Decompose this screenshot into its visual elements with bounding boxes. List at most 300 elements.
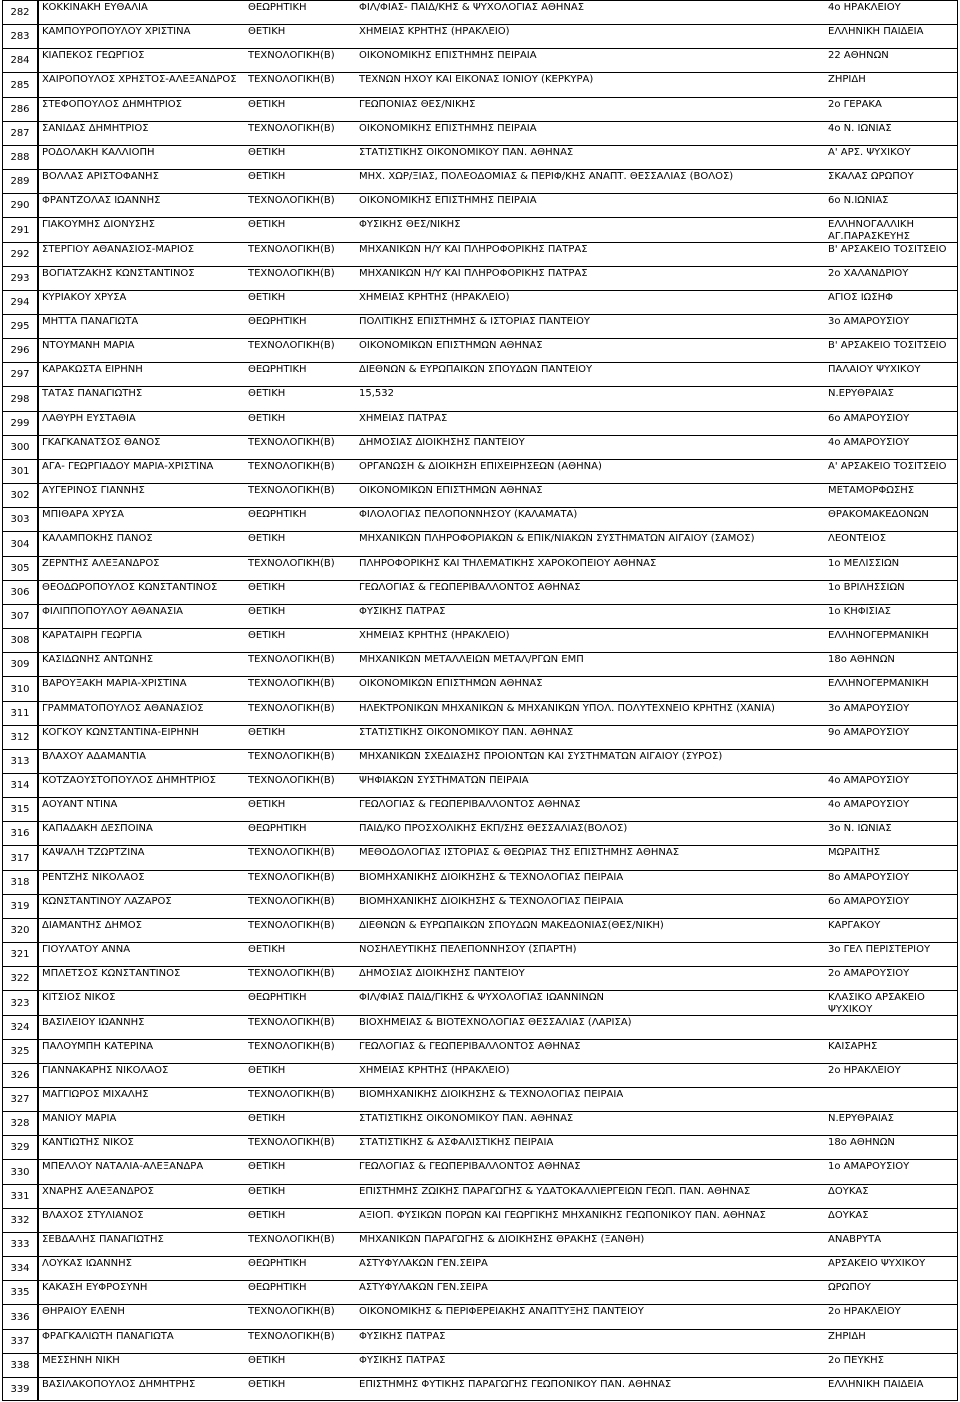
row-number: 292 xyxy=(3,242,37,266)
direction-field: ΤΕΧΝΟΛΟΓΙΚΗ(Β) xyxy=(248,268,335,279)
direction-field: ΘΕΤΙΚΗ xyxy=(248,1355,286,1366)
school-name: 2ο ΗΡΑΚΛΕΙΟΥ xyxy=(828,1065,901,1076)
direction-field: ΘΕΤΙΚΗ xyxy=(248,26,286,37)
school-name: 18ο ΑΘΗΝΩΝ xyxy=(828,654,895,665)
direction-field: ΤΕΧΝΟΛΟΓΙΚΗ(Β) xyxy=(248,775,335,786)
table-row xyxy=(39,870,957,894)
row-number: 317 xyxy=(3,845,37,870)
school-name: 3ο ΑΜΑΡΟΥΣΙΟΥ xyxy=(828,316,910,327)
school-name: Α' ΑΡΣΑΚΕΙΟ ΤΟΣΙΤΣΕΙΟ xyxy=(828,461,947,472)
student-name: ΡΕΝΤΖΗΣ ΝΙΚΟΛΑΟΣ xyxy=(42,872,145,883)
direction-field: ΤΕΧΝΟΛΟΓΙΚΗ(Β) xyxy=(248,1017,335,1028)
table-row xyxy=(39,1353,957,1377)
direction-field: ΘΕΤΙΚΗ xyxy=(248,582,286,593)
table-row xyxy=(39,483,957,507)
school-name: ΩΡΩΠΟΥ xyxy=(828,1282,871,1293)
school-name: Α' ΑΡΣ. ΨΥΧΙΚΟΥ xyxy=(828,147,911,158)
department-name: ΓΕΩΛΟΓΙΑΣ & ΓΕΩΠΕΡΙΒΑΛΛΟΝΤΟΣ ΑΘΗΝΑΣ xyxy=(359,582,581,593)
direction-field: ΘΕΩΡΗΤΙΚΗ xyxy=(248,1258,307,1269)
student-name: ΚΙΤΣΙΟΣ ΝΙΚΟΣ xyxy=(42,992,116,1003)
table-row xyxy=(39,797,957,821)
table-row xyxy=(39,1039,957,1063)
department-name: 15,532 xyxy=(359,388,394,399)
row-number: 316 xyxy=(3,821,37,845)
department-name: ΜΗΧ. ΧΩΡ/ΞΙΑΣ, ΠΟΛΕΟΔΟΜΙΑΣ & ΠΕΡΙΦ/ΚΗΣ ΑΝΑΠΤ. ΘΕΣΣΑΛΙΑΣ (ΒΟΛΟΣ) xyxy=(359,171,734,182)
row-number: 329 xyxy=(3,1135,37,1159)
department-name: ΑΣΤΥΦΥΛΑΚΩΝ ΓΕΝ.ΣΕΙΡΑ xyxy=(359,1282,488,1293)
school-name: ΖΗΡΙΔΗ xyxy=(828,74,866,85)
direction-field: ΤΕΧΝΟΛΟΓΙΚΗ(Β) xyxy=(248,1089,335,1100)
student-name: ΜΠΕΛΛΟΥ ΝΑΤΑΛΙΑ-ΑΛΕΞΑΝΔΡΑ xyxy=(42,1161,204,1172)
student-name: ΧΑΙΡΟΠΟΥΛΟΣ ΧΡΗΣΤΟΣ-ΑΛΕΞΑΝΔΡΟΣ xyxy=(42,74,237,85)
direction-field: ΤΕΧΝΟΛΟΓΙΚΗ(Β) xyxy=(248,1306,335,1317)
student-name: ΚΟΓΚΟΥ ΚΩΝΣΤΑΝΤΙΝΑ-ΕΙΡΗΝΗ xyxy=(42,727,199,738)
direction-field: ΘΕΤΙΚΗ xyxy=(248,606,286,617)
department-name: ΤΕΧΝΩΝ ΗΧΟΥ ΚΑΙ ΕΙΚΟΝΑΣ ΙΟΝΙΟΥ (ΚΕΡΚΥΡΑ) xyxy=(359,74,594,85)
department-name: ΧΗΜΕΙΑΣ ΚΡΗΤΗΣ (ΗΡΑΚΛΕΙΟ) xyxy=(359,1065,510,1076)
direction-field: ΤΕΧΝΟΛΟΓΙΚΗ(Β) xyxy=(248,1331,335,1342)
school-name: 6ο ΑΜΑΡΟΥΣΙΟΥ xyxy=(828,413,910,424)
table-row xyxy=(39,266,957,290)
direction-field: ΤΕΧΝΟΛΟΓΙΚΗ(Β) xyxy=(248,920,335,931)
student-name: ΚΑΣΙΔΩΝΗΣ ΑΝΤΩΝΗΣ xyxy=(42,654,154,665)
department-name: ΟΡΓΑΝΩΣΗ & ΔΙΟΙΚΗΣΗ ΕΠΙΧΕΙΡΗΣΕΩΝ (ΑΘΗΝΑ) xyxy=(359,461,602,472)
student-name: ΚΑΜΠΟΥΡΟΠΟΥΛΟΥ ΧΡΙΣΤΙΝΑ xyxy=(42,26,191,37)
row-number: 294 xyxy=(3,290,37,314)
student-name: ΜΠΙΘΑΡΑ ΧΡΥΣΑ xyxy=(42,509,125,520)
row-number: 287 xyxy=(3,121,37,145)
direction-field: ΘΕΤΙΚΗ xyxy=(248,1065,286,1076)
row-number: 282 xyxy=(3,0,37,24)
direction-field: ΤΕΧΝΟΛΟΓΙΚΗ(Β) xyxy=(248,340,335,351)
student-name: ΛΟΥΚΑΣ ΙΩΑΝΝΗΣ xyxy=(42,1258,132,1269)
department-name: ΔΙΕΘΝΩΝ & ΕΥΡΩΠΑΪΚΩΝ ΣΠΟΥΔΩΝ ΠΑΝΤΕΙΟΥ xyxy=(359,364,593,375)
department-name: ΟΙΚΟΝΟΜΙΚΩΝ ΕΠΙΣΤΗΜΩΝ ΑΘΗΝΑΣ xyxy=(359,485,543,496)
school-name: 2ο ΧΑΛΑΝΔΡΙΟΥ xyxy=(828,268,909,279)
school-name: 2ο ΠΕΥΚΗΣ xyxy=(828,1355,885,1366)
student-name: ΚΙΑΠΕΚΟΣ ΓΕΩΡΓΙΟΣ xyxy=(42,50,145,61)
row-number: 330 xyxy=(3,1159,37,1184)
school-name: ΕΛΛΗΝΙΚΗ ΠΑΙΔΕΙΑ xyxy=(828,26,924,37)
department-name: ΒΙΟΜΗΧΑΝΙΚΗΣ ΔΙΟΙΚΗΣΗΣ & ΤΕΧΝΟΛΟΓΙΑΣ ΠΕΙΡΑΙΑ xyxy=(359,896,624,907)
table-row xyxy=(39,990,957,1015)
department-name: ΟΙΚΟΝΟΜΙΚΗΣ ΕΠΙΣΤΗΜΗΣ ΠΕΙΡΑΙΑ xyxy=(359,50,537,61)
school-name: ΕΛΛΗΝΟΓΕΡΜΑΝΙΚΗ xyxy=(828,630,929,641)
school-name: ΜΩΡΑΪΤΗΣ xyxy=(828,847,881,858)
direction-field: ΘΕΤΙΚΗ xyxy=(248,1210,286,1221)
table-row xyxy=(39,145,957,169)
row-number: 298 xyxy=(3,386,37,411)
student-name: ΒΑΣΙΛΕΙΟΥ ΙΩΑΝΝΗΣ xyxy=(42,1017,145,1028)
student-name: ΚΑΝΤΙΩΤΗΣ ΝΙΚΟΣ xyxy=(42,1137,134,1148)
table-row xyxy=(39,1232,957,1256)
direction-field: ΘΕΤΙΚΗ xyxy=(248,727,286,738)
direction-field: ΤΕΧΝΟΛΟΓΙΚΗ(Β) xyxy=(248,751,335,762)
school-name: 2ο ΑΜΑΡΟΥΣΙΟΥ xyxy=(828,968,910,979)
row-number: 302 xyxy=(3,483,37,507)
row-number: 299 xyxy=(3,411,37,435)
direction-field: ΤΕΧΝΟΛΟΓΙΚΗ(Β) xyxy=(248,1041,335,1052)
table-row xyxy=(39,894,957,918)
department-name: ΣΤΑΤΙΣΤΙΚΗΣ ΟΙΚΟΝΟΜΙΚΟΥ ΠΑΝ. ΑΘΗΝΑΣ xyxy=(359,1113,574,1124)
row-number: 284 xyxy=(3,48,37,72)
student-name: ΣΤΕΡΓΙΟΥ ΑΘΑΝΑΣΙΟΣ-ΜΑΡΙΟΣ xyxy=(42,244,195,255)
row-number: 283 xyxy=(3,24,37,48)
row-number: 314 xyxy=(3,773,37,797)
department-name: ΠΑΙΔ/ΚΟ ΠΡΟΣΧΟΛΙΚΗΣ ΕΚΠ/ΣΗΣ ΘΕΣΣΑΛΙΑΣ(ΒΟΛΟΣ) xyxy=(359,823,628,834)
school-name: ΠΑΛΑΙΟΥ ΨΥΧΙΚΟΥ xyxy=(828,364,921,375)
student-name: ΜΕΣΣΗΝΗ ΝΙΚΗ xyxy=(42,1355,120,1366)
school-name: ΕΛΛΗΝΟΓΕΡΜΑΝΙΚΗ xyxy=(828,678,929,689)
school-name: ΜΕΤΑΜΟΡΦΩΣΗΣ xyxy=(828,485,915,496)
school-name: Β' ΑΡΣΑΚΕΙΟ ΤΟΣΙΤΣΕΙΟ xyxy=(828,340,947,351)
student-name: ΒΑΣΙΛΑΚΟΠΟΥΛΟΣ ΔΗΜΗΤΡΗΣ xyxy=(42,1379,196,1390)
direction-field: ΘΕΤΙΚΗ xyxy=(248,171,286,182)
table-row xyxy=(39,1304,957,1329)
row-number: 285 xyxy=(3,72,37,97)
table-row xyxy=(39,1087,957,1111)
student-name: ΧΝΑΡΗΣ ΑΛΕΞΑΝΔΡΟΣ xyxy=(42,1186,154,1197)
school-name: 1ο ΜΕΛΙΣΣΙΩΝ xyxy=(828,558,900,569)
student-name: ΚΑΨΑΛΗ ΤΖΩΡΤΖΙΝΑ xyxy=(42,847,145,858)
row-number: 308 xyxy=(3,628,37,652)
row-number: 312 xyxy=(3,725,37,749)
school-name: 4ο ΗΡΑΚΛΕΙΟΥ xyxy=(828,2,901,13)
table-row xyxy=(39,580,957,604)
table-row xyxy=(39,72,957,97)
department-name: ΕΠΙΣΤΗΜΗΣ ΖΩΙΚΗΣ ΠΑΡΑΓΩΓΗΣ & ΥΔΑΤΟΚΑΛΛΙΕΡΓΕΙΩΝ ΓΕΩΠ. ΠΑΝ. ΑΘΗΝΑΣ xyxy=(359,1186,751,1197)
department-name: ΑΞΙΟΠ. ΦΥΣΙΚΩΝ ΠΟΡΩΝ ΚΑΙ ΓΕΩΡΓΙΚΗΣ ΜΗΧΑΝΙΚΗΣ ΓΕΩΠΟΝΙΚΟΥ ΠΑΝ. ΑΘΗΝΑΣ xyxy=(359,1210,766,1221)
row-number: 324 xyxy=(3,1015,37,1039)
school-name: Β' ΑΡΣΑΚΕΙΟ ΤΟΣΙΤΣΕΙΟ xyxy=(828,244,947,255)
student-name: ΣΕΒΔΑΛΗΣ ΠΑΝΑΓΙΩΤΗΣ xyxy=(42,1234,164,1245)
table-row xyxy=(39,362,957,386)
row-number: 328 xyxy=(3,1111,37,1135)
table-row xyxy=(39,435,957,459)
row-number: 325 xyxy=(3,1039,37,1063)
row-number: 334 xyxy=(3,1256,37,1280)
school-name: 3ο ΑΜΑΡΟΥΣΙΟΥ xyxy=(828,703,910,714)
school-name: 3ο Ν. ΙΩΝΙΑΣ xyxy=(828,823,892,834)
row-number: 288 xyxy=(3,145,37,169)
department-name: ΧΗΜΕΙΑΣ ΚΡΗΤΗΣ (ΗΡΑΚΛΕΙΟ) xyxy=(359,26,510,37)
direction-field: ΘΕΩΡΗΤΙΚΗ xyxy=(248,992,307,1003)
direction-field: ΤΕΧΝΟΛΟΓΙΚΗ(Β) xyxy=(248,968,335,979)
student-name: ΓΡΑΜΜΑΤΟΠΟΥΛΟΣ ΑΘΑΝΑΣΙΟΣ xyxy=(42,703,204,714)
table-row xyxy=(39,1280,957,1304)
row-number-column xyxy=(2,0,38,1401)
table-row xyxy=(39,290,957,314)
table-row xyxy=(39,918,957,942)
table-row xyxy=(39,773,957,797)
department-name: ΦΥΣΙΚΗΣ ΠΑΤΡΑΣ xyxy=(359,1355,446,1366)
department-name: ΝΟΣΗΛΕΥΤΙΚΗΣ ΠΕΛΕΠΟΝΝΗΣΟΥ (ΣΠΑΡΤΗ) xyxy=(359,944,577,955)
row-number: 327 xyxy=(3,1087,37,1111)
student-name: ΚΩΝΣΤΑΝΤΙΝΟΥ ΛΑΖΑΡΟΣ xyxy=(42,896,172,907)
table-row xyxy=(39,604,957,628)
department-name: ΣΤΑΤΙΣΤΙΚΗΣ ΟΙΚΟΝΟΜΙΚΟΥ ΠΑΝ. ΑΘΗΝΑΣ xyxy=(359,147,574,158)
table-row xyxy=(39,48,957,72)
student-name: ΓΚΑΓΚΑΝΑΤΣΟΣ ΘΑΝΟΣ xyxy=(42,437,161,448)
direction-field: ΘΕΤΙΚΗ xyxy=(248,1186,286,1197)
row-number: 304 xyxy=(3,531,37,556)
table-row xyxy=(39,966,957,990)
school-name: 1ο ΒΡΙΛΗΣΣΙΩΝ xyxy=(828,582,905,593)
department-name: ΦΥΣΙΚΗΣ ΠΑΤΡΑΣ xyxy=(359,1331,446,1342)
row-number: 290 xyxy=(3,193,37,217)
department-name: ΜΗΧΑΝΙΚΩΝ ΠΛΗΡΟΦΟΡΙΑΚΩΝ & ΕΠΙΚ/ΝΙΑΚΩΝ ΣΥΣΤΗΜΑΤΩΝ ΑΙΓΑΙΟΥ (ΣΑΜΟΣ) xyxy=(359,533,755,544)
table-row xyxy=(39,242,957,266)
direction-field: ΘΕΤΙΚΗ xyxy=(248,292,286,303)
department-name: ΜΗΧΑΝΙΚΩΝ Η/Υ ΚΑΙ ΠΛΗΡΟΦΟΡΙΚΗΣ ΠΑΤΡΑΣ xyxy=(359,244,588,255)
department-name: ΨΗΦΙΑΚΩΝ ΣΥΣΤΗΜΑΤΩΝ ΠΕΙΡΑΙΑ xyxy=(359,775,529,786)
table-row xyxy=(39,531,957,556)
direction-field: ΤΕΧΝΟΛΟΓΙΚΗ(Β) xyxy=(248,558,335,569)
table-row xyxy=(39,0,957,24)
department-name: ΒΙΟΧΗΜΕΙΑΣ & ΒΙΟΤΕΧΝΟΛΟΓΙΑΣ ΘΕΣΣΑΛΙΑΣ (ΛΑΡΙΣΑ) xyxy=(359,1017,632,1028)
row-number: 306 xyxy=(3,580,37,604)
row-number: 303 xyxy=(3,507,37,531)
student-name: ΤΑΤΑΣ ΠΑΝΑΓΙΩΤΗΣ xyxy=(42,388,143,399)
table-row xyxy=(39,507,957,531)
row-number: 322 xyxy=(3,966,37,990)
direction-field: ΘΕΩΡΗΤΙΚΗ xyxy=(248,364,307,375)
school-name: 8ο ΑΜΑΡΟΥΣΙΟΥ xyxy=(828,872,910,883)
school-name: ΛΕΟΝΤΕΙΟΣ xyxy=(828,533,887,544)
direction-field: ΤΕΧΝΟΛΟΓΙΚΗ(Β) xyxy=(248,1234,335,1245)
school-name: 2ο ΓΕΡΑΚΑ xyxy=(828,99,882,110)
table-row xyxy=(39,386,957,411)
row-number: 286 xyxy=(3,97,37,121)
row-number: 323 xyxy=(3,990,37,1015)
table-row xyxy=(39,1063,957,1087)
school-name: Ν.ΕΡΥΘΡΑΙΑΣ xyxy=(828,388,894,399)
student-name: ΒΛΑΧΟΣ ΣΤΥΛΙΑΝΟΣ xyxy=(42,1210,144,1221)
row-number: 315 xyxy=(3,797,37,821)
direction-field: ΤΕΧΝΟΛΟΓΙΚΗ(Β) xyxy=(248,678,335,689)
table-row xyxy=(39,725,957,749)
row-number: 295 xyxy=(3,314,37,338)
student-name: ΓΙΑΝΝΑΚΑΡΗΣ ΝΙΚΟΛΑΟΣ xyxy=(42,1065,169,1076)
table-row xyxy=(39,314,957,338)
department-name: ΠΟΛΙΤΙΚΗΣ ΕΠΙΣΤΗΜΗΣ & ΙΣΤΟΡΙΑΣ ΠΑΝΤΕΙΟΥ xyxy=(359,316,590,327)
student-name: ΠΑΛΟΥΜΠΗ ΚΑΤΕΡΙΝΑ xyxy=(42,1041,154,1052)
row-number: 297 xyxy=(3,362,37,386)
department-name: ΜΕΘΟΔΟΛΟΓΙΑΣ ΙΣΤΟΡΙΑΣ & ΘΕΩΡΙΑΣ ΤΗΣ ΕΠΙΣΤΗΜΗΣ ΑΘΗΝΑΣ xyxy=(359,847,680,858)
department-name: ΜΗΧΑΝΙΚΩΝ ΜΕΤΑΛΛΕΙΩΝ ΜΕΤΑΛ/ΡΓΩΝ ΕΜΠ xyxy=(359,654,584,665)
table-row xyxy=(39,676,957,701)
row-number: 320 xyxy=(3,918,37,942)
student-name: ΒΟΓΙΑΤΖΑΚΗΣ ΚΩΝΣΤΑΝΤΙΝΟΣ xyxy=(42,268,195,279)
row-number: 318 xyxy=(3,870,37,894)
direction-field: ΘΕΩΡΗΤΙΚΗ xyxy=(248,1282,307,1293)
direction-field: ΤΕΧΝΟΛΟΓΙΚΗ(Β) xyxy=(248,244,335,255)
department-name: ΦΙΛ/ΦΙΑΣ ΠΑΙΔ/ΓΙΚΗΣ & ΨΥΧΟΛΟΓΙΑΣ ΙΩΑΝΝΙΝΩΝ xyxy=(359,992,604,1003)
student-name: ΒΛΑΧΟΥ ΑΔΑΜΑΝΤΙΑ xyxy=(42,751,146,762)
department-name: ΟΙΚΟΝΟΜΙΚΗΣ & ΠΕΡΙΦΕΡΕΙΑΚΗΣ ΑΝΑΠΤΥΞΗΣ ΠΑΝΤΕΙΟΥ xyxy=(359,1306,644,1317)
student-name: ΓΙΟΥΛΑΤΟΥ ΑΝΝΑ xyxy=(42,944,131,955)
student-name: ΑΥΓΕΡΙΝΟΣ ΓΙΑΝΝΗΣ xyxy=(42,485,145,496)
direction-field: ΤΕΧΝΟΛΟΓΙΚΗ(Β) xyxy=(248,654,335,665)
row-number: 305 xyxy=(3,556,37,580)
school-name: 22 ΑΘΗΝΩΝ xyxy=(828,50,889,61)
direction-field: ΘΕΤΙΚΗ xyxy=(248,1113,286,1124)
direction-field: ΘΕΤΙΚΗ xyxy=(248,533,286,544)
department-name: ΜΗΧΑΝΙΚΩΝ ΠΑΡΑΓΩΓΗΣ & ΔΙΟΙΚΗΣΗΣ ΘΡΑΚΗΣ (ΞΑΝΘΗ) xyxy=(359,1234,645,1245)
student-name: ΜΗΤΤΑ ΠΑΝΑΓΙΩΤΑ xyxy=(42,316,139,327)
department-name: ΓΕΩΛΟΓΙΑΣ & ΓΕΩΠΕΡΙΒΑΛΛΟΝΤΟΣ ΑΘΗΝΑΣ xyxy=(359,799,581,810)
student-name: ΡΟΔΟΛΑΚΗ ΚΑΛΛΙΟΠΗ xyxy=(42,147,155,158)
row-number: 311 xyxy=(3,701,37,725)
department-name: ΜΗΧΑΝΙΚΩΝ ΣΧΕΔΙΑΣΗΣ ΠΡΟΪΟΝΤΩΝ ΚΑΙ ΣΥΣΤΗΜΑΤΩΝ ΑΙΓΑΙΟΥ (ΣΥΡΟΣ) xyxy=(359,751,723,762)
student-name: ΒΑΡΟΥΞΑΚΗ ΜΑΡΙΑ-ΧΡΙΣΤΙΝΑ xyxy=(42,678,187,689)
school-name: ΚΑΙΣΑΡΗΣ xyxy=(828,1041,878,1052)
department-name: ΔΗΜΟΣΙΑΣ ΔΙΟΙΚΗΣΗΣ ΠΑΝΤΕΙΟΥ xyxy=(359,968,525,979)
table-row xyxy=(39,1015,957,1039)
student-name: ΜΑΓΓΙΩΡΟΣ ΜΙΧΑΛΗΣ xyxy=(42,1089,149,1100)
direction-field: ΘΕΤΙΚΗ xyxy=(248,1161,286,1172)
department-name: ΧΗΜΕΙΑΣ ΠΑΤΡΑΣ xyxy=(359,413,448,424)
row-number: 310 xyxy=(3,676,37,701)
school-name: ΣΚΑΛΑΣ ΩΡΩΠΟΥ xyxy=(828,171,914,182)
department-name: ΦΥΣΙΚΗΣ ΠΑΤΡΑΣ xyxy=(359,606,446,617)
school-name: ΕΛΛΗΝΙΚΗ ΠΑΙΔΕΙΑ xyxy=(828,1379,924,1390)
direction-field: ΤΕΧΝΟΛΟΓΙΚΗ(Β) xyxy=(248,1137,335,1148)
direction-field: ΤΕΧΝΟΛΟΓΙΚΗ(Β) xyxy=(248,847,335,858)
school-name: 6ο Ν.ΙΩΝΙΑΣ xyxy=(828,195,889,206)
school-name: Ν.ΕΡΥΘΡΑΙΑΣ xyxy=(828,1113,894,1124)
table-row xyxy=(39,1377,957,1401)
school-name: ΚΛΑΣΙΚΟ ΑΡΣΑΚΕΙΟ ΨΥΧΙΚΟΥ xyxy=(828,992,925,1015)
table-row xyxy=(39,1135,957,1159)
school-name: ΘΡΑΚΟΜΑΚΕΔΟΝΩΝ xyxy=(828,509,929,520)
direction-field: ΘΕΤΙΚΗ xyxy=(248,219,286,230)
student-name: ΒΟΛΛΑΣ ΑΡΙΣΤΟΦΑΝΗΣ xyxy=(42,171,159,182)
row-number: 321 xyxy=(3,942,37,966)
department-name: ΦΥΣΙΚΗΣ ΘΕΣ/ΝΙΚΗΣ xyxy=(359,219,461,230)
student-name: ΚΟΤΖΑΟΥΣΤΟΠΟΥΛΟΣ ΔΗΜΗΤΡΙΟΣ xyxy=(42,775,216,786)
direction-field: ΤΕΧΝΟΛΟΓΙΚΗ(Β) xyxy=(248,703,335,714)
student-name: ΦΡΑΓΚΑΛΙΩΤΗ ΠΑΝΑΓΙΩΤΑ xyxy=(42,1331,174,1342)
direction-field: ΤΕΧΝΟΛΟΓΙΚΗ(Β) xyxy=(248,461,335,472)
department-name: ΟΙΚΟΝΟΜΙΚΩΝ ΕΠΙΣΤΗΜΩΝ ΑΘΗΝΑΣ xyxy=(359,678,543,689)
direction-field: ΘΕΤΙΚΗ xyxy=(248,99,286,110)
row-number: 333 xyxy=(3,1232,37,1256)
school-name: 6ο ΑΜΑΡΟΥΣΙΟΥ xyxy=(828,896,910,907)
department-name: ΟΙΚΟΝΟΜΙΚΩΝ ΕΠΙΣΤΗΜΩΝ ΑΘΗΝΑΣ xyxy=(359,340,543,351)
row-number: 332 xyxy=(3,1208,37,1232)
student-name: ΣΑΝΙΔΑΣ ΔΗΜΗΤΡΙΟΣ xyxy=(42,123,149,134)
row-number: 337 xyxy=(3,1329,37,1353)
school-name xyxy=(828,751,956,774)
row-number: 293 xyxy=(3,266,37,290)
table-row xyxy=(39,1208,957,1232)
table-row xyxy=(39,821,957,845)
student-name: ΚΑΡΑΚΩΣΤΑ ΕΙΡΗΝΗ xyxy=(42,364,143,375)
table-row xyxy=(39,1329,957,1353)
school-name: 4ο ΑΜΑΡΟΥΣΙΟΥ xyxy=(828,437,910,448)
direction-field: ΤΕΧΝΟΛΟΓΙΚΗ(Β) xyxy=(248,195,335,206)
student-name: ΚΑΛΑΜΠΟΚΗΣ ΠΑΝΟΣ xyxy=(42,533,153,544)
table-row xyxy=(39,942,957,966)
student-name: ΝΤΟΥΜΑΝΗ ΜΑΡΙΑ xyxy=(42,340,135,351)
department-name: ΧΗΜΕΙΑΣ ΚΡΗΤΗΣ (ΗΡΑΚΛΕΙΟ) xyxy=(359,292,510,303)
row-number: 331 xyxy=(3,1184,37,1208)
department-name: ΣΤΑΤΙΣΤΙΚΗΣ & ΑΣΦΑΛΙΣΤΙΚΗΣ ΠΕΙΡΑΙΑ xyxy=(359,1137,554,1148)
department-name: ΒΙΟΜΗΧΑΝΙΚΗΣ ΔΙΟΙΚΗΣΗΣ & ΤΕΧΝΟΛΟΓΙΑΣ ΠΕΙΡΑΙΑ xyxy=(359,1089,624,1100)
row-number: 309 xyxy=(3,652,37,676)
direction-field: ΘΕΤΙΚΗ xyxy=(248,630,286,641)
student-name: ΚΑΠΑΔΑΚΗ ΔΕΣΠΟΙΝΑ xyxy=(42,823,153,834)
table-row xyxy=(39,1184,957,1208)
direction-field: ΘΕΤΙΚΗ xyxy=(248,413,286,424)
school-name: 4ο ΑΜΑΡΟΥΣΙΟΥ xyxy=(828,775,910,786)
school-name: 1ο ΑΜΑΡΟΥΣΙΟΥ xyxy=(828,1161,910,1172)
school-name: ΑΡΣΑΚΕΙΟ ΨΥΧΙΚΟΥ xyxy=(828,1258,926,1269)
row-number: 301 xyxy=(3,459,37,483)
row-number: 338 xyxy=(3,1353,37,1377)
direction-field: ΘΕΤΙΚΗ xyxy=(248,388,286,399)
direction-field: ΤΕΧΝΟΛΟΓΙΚΗ(Β) xyxy=(248,74,335,85)
student-name: ΚΥΡΙΑΚΟΥ ΧΡΥΣΑ xyxy=(42,292,127,303)
student-name: ΘΕΟΔΩΡΟΠΟΥΛΟΣ ΚΩΝΣΤΑΝΤΙΝΟΣ xyxy=(42,582,218,593)
student-name: ΚΑΚΑΣΗ ΕΥΦΡΟΣΥΝΗ xyxy=(42,1282,148,1293)
department-name: ΕΠΙΣΤΗΜΗΣ ΦΥΤΙΚΗΣ ΠΑΡΑΓΩΓΗΣ ΓΕΩΠΟΝΙΚΟΥ ΠΑΝ. ΑΘΗΝΑΣ xyxy=(359,1379,672,1390)
row-number: 319 xyxy=(3,894,37,918)
student-name: ΛΑΘΥΡΗ ΕΥΣΤΑΘΙΑ xyxy=(42,413,136,424)
table-row xyxy=(39,121,957,145)
direction-field: ΘΕΩΡΗΤΙΚΗ xyxy=(248,316,307,327)
table-row xyxy=(39,1159,957,1184)
direction-field: ΤΕΧΝΟΛΟΓΙΚΗ(Β) xyxy=(248,896,335,907)
department-name: ΓΕΩΛΟΓΙΑΣ & ΓΕΩΠΕΡΙΒΑΛΛΟΝΤΟΣ ΑΘΗΝΑΣ xyxy=(359,1161,581,1172)
direction-field: ΘΕΩΡΗΤΙΚΗ xyxy=(248,823,307,834)
student-name: ΓΙΑΚΟΥΜΗΣ ΔΙΟΝΥΣΗΣ xyxy=(42,219,155,230)
row-number: 296 xyxy=(3,338,37,362)
department-name: ΟΙΚΟΝΟΜΙΚΗΣ ΕΠΙΣΤΗΜΗΣ ΠΕΙΡΑΙΑ xyxy=(359,195,537,206)
student-name: ΑΓΑ- ΓΕΩΡΓΙΑΔΟΥ ΜΑΡΙΑ-ΧΡΙΣΤΙΝΑ xyxy=(42,461,214,472)
school-name: ΔΟΥΚΑΣ xyxy=(828,1210,869,1221)
row-number: 300 xyxy=(3,435,37,459)
row-number: 307 xyxy=(3,604,37,628)
student-name: ΖΕΡΝΤΗΣ ΑΛΕΞΑΝΔΡΟΣ xyxy=(42,558,160,569)
direction-field: ΘΕΩΡΗΤΙΚΗ xyxy=(248,509,307,520)
department-name: ΒΙΟΜΗΧΑΝΙΚΗΣ ΔΙΟΙΚΗΣΗΣ & ΤΕΧΝΟΛΟΓΙΑΣ ΠΕΙΡΑΙΑ xyxy=(359,872,624,883)
row-number: 339 xyxy=(3,1377,37,1401)
table-row xyxy=(39,845,957,870)
student-name: ΜΑΝΙΟΥ ΜΑΡΙΑ xyxy=(42,1113,117,1124)
table-row xyxy=(39,193,957,217)
department-name: ΓΕΩΠΟΝΙΑΣ ΘΕΣ/ΝΙΚΗΣ xyxy=(359,99,476,110)
table-row xyxy=(39,628,957,652)
table-row xyxy=(39,217,957,242)
row-number: 313 xyxy=(3,749,37,773)
school-name: ΕΛΛΗΝΟΓΑΛΛΙΚΗ ΑΓ.ΠΑΡΑΣΚΕΥΗΣ xyxy=(828,219,914,242)
row-number: 289 xyxy=(3,169,37,193)
school-name: ΑΓΙΟΣ ΙΩΣΗΦ xyxy=(828,292,894,303)
department-name: ΑΣΤΥΦΥΛΑΚΩΝ ΓΕΝ.ΣΕΙΡΑ xyxy=(359,1258,488,1269)
school-name: ΑΝΑΒΡΥΤΑ xyxy=(828,1234,882,1245)
department-name: ΠΛΗΡΟΦΟΡΙΚΗΣ ΚΑΙ ΤΗΛΕΜΑΤΙΚΗΣ ΧΑΡΟΚΟΠΕΙΟΥ ΑΘΗΝΑΣ xyxy=(359,558,657,569)
school-name xyxy=(828,1017,956,1040)
student-name: ΦΡΑΝΤΖΟΛΑΣ ΙΩΑΝΝΗΣ xyxy=(42,195,161,206)
student-name: ΦΙΛΙΠΠΟΠΟΥΛΟΥ ΑΘΑΝΑΣΙΑ xyxy=(42,606,184,617)
school-name: ΚΑΡΓΑΚΟΥ xyxy=(828,920,881,931)
row-number: 291 xyxy=(3,217,37,242)
department-name: ΔΙΕΘΝΩΝ & ΕΥΡΩΠΑΪΚΩΝ ΣΠΟΥΔΩΝ ΜΑΚΕΔΟΝΙΑΣ(ΘΕΣ/ΝΙΚΗ) xyxy=(359,920,664,931)
row-number: 326 xyxy=(3,1063,37,1087)
table-row xyxy=(39,701,957,725)
